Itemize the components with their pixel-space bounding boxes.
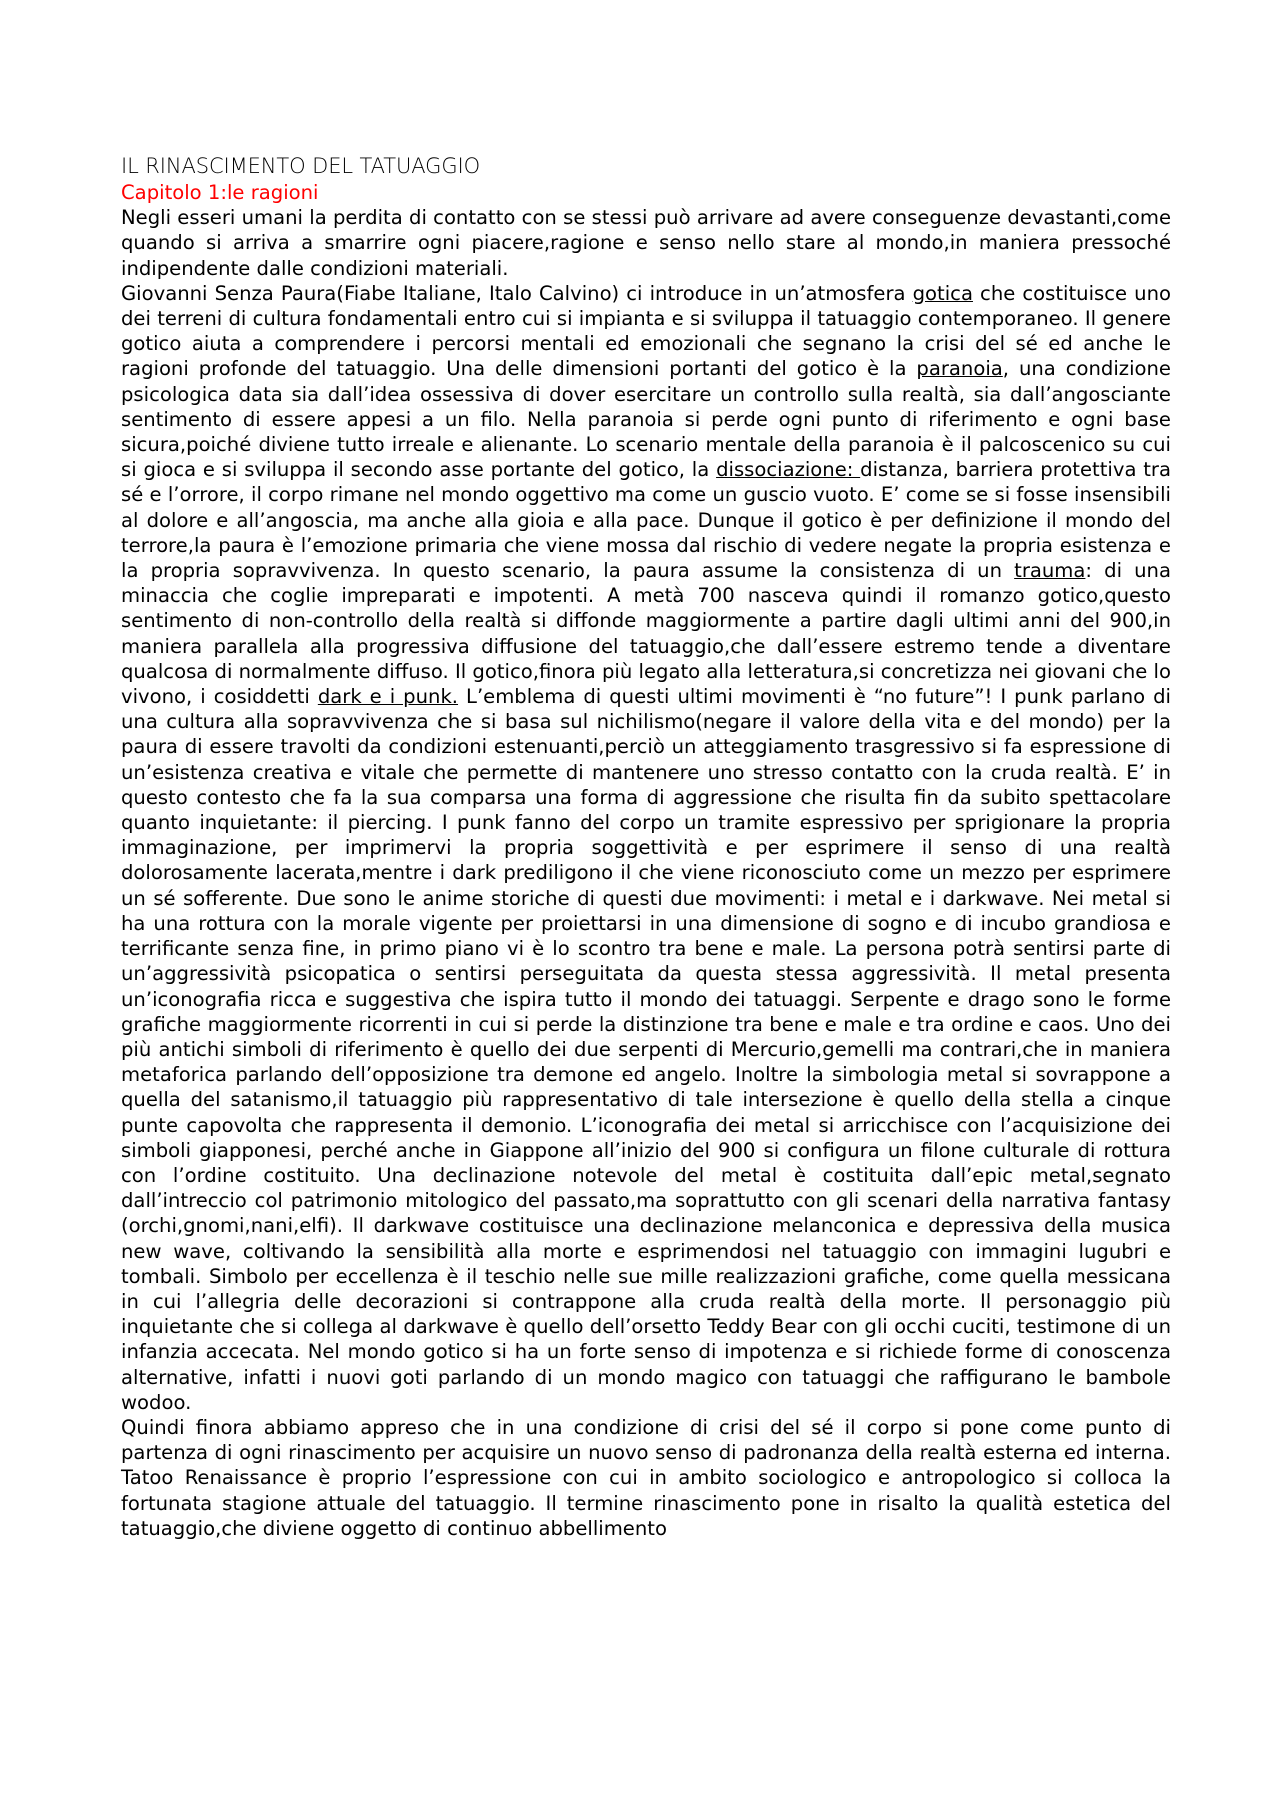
underlined-term-dark-punk: dark e i punk. — [317, 685, 459, 709]
text-run: , una condizione psicologica data sia dall’idea ossessiva di dover esercitare un controllo sulla realtà, sia dall’angosciante sentimento di essere appesi a un filo. Nella paranoia si perde ogni punto di riferimento e ogni base sicura,poiché diviene tutto irreale e alienante. Lo scenario mentale della paranoia è il palcoscenico su cui si gioca e si sviluppa il secondo asse portante del gotico, la — [121, 357, 1171, 482]
text-run: Giovanni Senza Paura(Fiabe Italiane, Italo Calvino) ci introduce in un’atmosfera — [121, 281, 913, 305]
document-page — [121, 153, 1171, 1541]
paragraph-3: Quindi finora abbiamo appreso che in una condizione di crisi del sé il corpo si pone come punto di partenza di ogni rinascimento per acquisire un nuovo senso di padronanza della realtà esterna ed interna. Tatoo Renaissance è proprio l’espressione con cui in ambito sociologico e antropologico si colloca la fortunata stagione attuale del tatuaggio. Il termine rinascimento pone in risalto la qualità estetica del tatuaggio,che diviene oggetto di continuo abbellimento — [121, 1415, 1171, 1540]
underlined-term-paranoia: paranoia — [916, 357, 1003, 381]
underlined-term-dissociazione: dissociazione: — [716, 458, 861, 482]
underlined-term-gotica: gotica — [912, 281, 973, 305]
paragraph-1: Negli esseri umani la perdita di contatto con se stessi può arrivare ad avere conseguenze devastanti,come quando si arriva a smarrire ogni piacere,ragione e senso nello stare al mondo,in maniera pressoché indipendente dalle condizioni materiali. — [121, 206, 1171, 280]
chapter-heading: Capitolo 1:le ragioni — [121, 181, 319, 204]
text-run: che costituisce uno dei terreni di cultura fondamentali entro cui si impianta e si sviluppa il tatuaggio contemporaneo. Il genere gotico aiuta a comprendere i percorsi mentali ed emozionali che segnano la crisi del sé ed anche le ragioni profonde del tatuaggio. Una delle dimensioni portanti del gotico è la — [121, 281, 1171, 381]
underlined-term-trauma: trauma — [1014, 559, 1086, 583]
paragraph-2 — [121, 281, 1171, 1415]
document-title: IL RINASCIMENTO DEL TATUAGGIO — [121, 154, 481, 178]
text-run: : di una minaccia che coglie impreparati e impotenti. A metà 700 nasceva quindi il romanzo gotico,questo sentimento di non-controllo della realtà si diffonde maggiormente a partire dagli ultimi anni del 900,in maniera parallela alla progressiva diffusione del tatuaggio,che dall’essere estremo tende a diventare qualcosa di normalmente diffuso. Il gotico,finora più legato alla letteratura,si concretizza nei giovani che lo vivono, i cosiddetti — [121, 559, 1171, 709]
text-run: L’emblema di questi ultimi movimenti è “no future”! I punk parlano di una cultura alla sopravvivenza che si basa sul nichilismo(negare il valore della vita e del mondo) per la paura di essere travolti da condizioni estenuanti,perciò un atteggiamento trasgressivo si fa espressione di un’esistenza creativa e vitale che permette di mantenere uno stresso contatto con la cruda realtà. E’ in questo contesto che fa la sua comparsa una forma di aggressione che risulta fin da subito spettacolare quanto inquietante: il piercing. I punk fanno del corpo un tramite espressivo per sprigionare la propria immaginazione, per imprimervi la propria soggettività e per esprimere il senso di una realtà dolorosamente lacerata,mentre i dark prediligono il che viene riconosciuto come un mezzo per esprimere un sé sofferente. Due sono le anime storiche di questi due movimenti: i metal e i darkwave. Nei metal si ha una rottura con la morale vigente per proiettarsi in una dimensione di sogno e di incubo grandiosa e terrificante senza fine, in primo piano vi è lo scontro tra bene e male. La persona potrà sentirsi parte di un’aggressività psicopatica o sentirsi perseguitata da questa stessa aggressività. Il metal presenta un’iconografia ricca e suggestiva che ispira tutto il mondo dei tatuaggi. Serpente e drago sono le forme grafiche maggiormente ricorrenti in cui si perde la distinzione tra bene e male e tra ordine e caos. Uno dei più antichi simboli di riferimento è quello dei due serpenti di Mercurio,gemelli ma contrari,che in maniera metaforica parlando dell’opposizione tra demone ed angelo. Inoltre la simbologia metal si sovrappone a quella del satanismo,il tatuaggio più rappresentativo di tale intersezione è quello della stella a cinque punte capovolta che rappresenta il demonio. L’iconografia dei metal si arricchisce con l’acquisizione dei simboli giapponesi, perché anche in Giappone all’inizio del 900 si configura un filone culturale di rottura con l’ordine costituito. Una declinazione notevole del metal è costituita dall’epic metal,segnato dall’intreccio col patrimonio mitologico del passato,ma soprattutto con gli scenari della narrativa fantasy (orchi,gnomi,nani,elfi). Il darkwave costituisce una declinazione melanconica e depressiva della musica new wave, coltivando la sensibilità alla morte e esprimendosi nel tatuaggio con immagini lugubri e tombali. Simbolo per eccellenza è il teschio nelle sue mille realizzazioni grafiche, come quella messicana in cui l’allegria delle decorazioni si contrappone alla cruda realtà della morte. Il personaggio più inquietante che si collega al darkwave è quello dell’orsetto Teddy Bear con gli occhi cuciti, testimone di un infanzia accecata. Nel mondo gotico si ha un forte senso di impotenza e si richiede forme di conoscenza alternative, infatti i nuovi goti parlando di un mondo magico con tatuaggi che raffigurano le bambole wodoo. — [121, 685, 1171, 1414]
text-run: distanza, barriera protettiva tra sé e l’orrore, il corpo rimane nel mondo oggettivo ma come un guscio vuoto. E’ come se si fosse insensibili al dolore e all’angoscia, ma anche alla gioia e alla pace. Dunque il gotico è per definizione il mondo del terrore,la paura è l’emozione primaria che viene mossa dal rischio di vedere negate la propria esistenza e la propria sopravvivenza. In questo scenario, la paura assume la consistenza di un — [121, 458, 1171, 583]
